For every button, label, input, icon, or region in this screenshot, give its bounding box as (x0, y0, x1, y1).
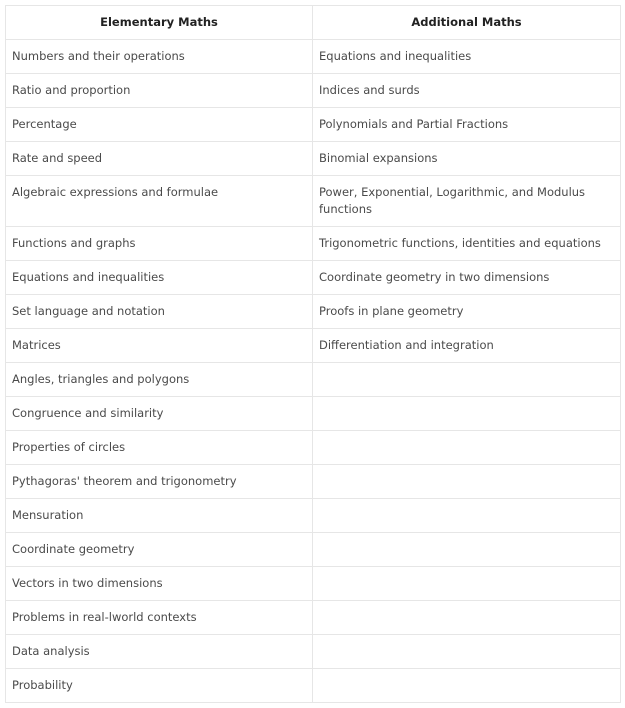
table-row (6, 40, 621, 74)
table-row (6, 601, 621, 635)
table-row (6, 142, 621, 176)
table-row (6, 261, 621, 295)
elementary-maths-cell: Matrices (6, 329, 313, 363)
elementary-maths-cell: Angles, triangles and polygons (6, 363, 313, 397)
elementary-maths-cell: Pythagoras' theorem and trigonometry (6, 465, 313, 499)
additional-maths-cell (313, 431, 621, 465)
table-row (6, 227, 621, 261)
elementary-maths-cell: Probability (6, 669, 313, 703)
additional-maths-cell: Trigonometric functions, identities and equations (313, 227, 621, 261)
table-body (6, 40, 621, 703)
table-row (6, 397, 621, 431)
elementary-maths-cell: Vectors in two dimensions (6, 567, 313, 601)
table-row (6, 108, 621, 142)
elementary-maths-cell: Algebraic expressions and formulae (6, 176, 313, 227)
additional-maths-cell: Proofs in plane geometry (313, 295, 621, 329)
additional-maths-cell: Polynomials and Partial Fractions (313, 108, 621, 142)
elementary-maths-cell: Rate and speed (6, 142, 313, 176)
additional-maths-cell (313, 499, 621, 533)
elementary-maths-cell: Percentage (6, 108, 313, 142)
additional-maths-cell: Binomial expansions (313, 142, 621, 176)
elementary-maths-cell: Functions and graphs (6, 227, 313, 261)
elementary-maths-cell: Equations and inequalities (6, 261, 313, 295)
syllabus-table (5, 5, 621, 703)
additional-maths-cell (313, 533, 621, 567)
elementary-maths-cell: Problems in real-lworld contexts (6, 601, 313, 635)
table-row (6, 74, 621, 108)
table-header-row (6, 6, 621, 40)
elementary-maths-cell: Data analysis (6, 635, 313, 669)
elementary-maths-cell: Coordinate geometry (6, 533, 313, 567)
table-row (6, 176, 621, 227)
additional-maths-cell (313, 397, 621, 431)
table-row (6, 465, 621, 499)
column-header-additional-maths: Additional Maths (313, 6, 621, 40)
table-row (6, 499, 621, 533)
additional-maths-cell (313, 465, 621, 499)
additional-maths-cell: Power, Exponential, Logarithmic, and Modulus functions (313, 176, 621, 227)
elementary-maths-cell: Properties of circles (6, 431, 313, 465)
table-row (6, 431, 621, 465)
elementary-maths-cell: Numbers and their operations (6, 40, 313, 74)
additional-maths-cell (313, 635, 621, 669)
additional-maths-cell (313, 567, 621, 601)
table-row (6, 669, 621, 703)
additional-maths-cell: Coordinate geometry in two dimensions (313, 261, 621, 295)
additional-maths-cell: Differentiation and integration (313, 329, 621, 363)
table-row (6, 635, 621, 669)
additional-maths-cell (313, 363, 621, 397)
additional-maths-cell: Indices and surds (313, 74, 621, 108)
elementary-maths-cell: Set language and notation (6, 295, 313, 329)
additional-maths-cell: Equations and inequalities (313, 40, 621, 74)
elementary-maths-cell: Mensuration (6, 499, 313, 533)
table-row (6, 329, 621, 363)
syllabus-table-container (5, 5, 620, 703)
column-header-elementary-maths: Elementary Maths (6, 6, 313, 40)
elementary-maths-cell: Ratio and proportion (6, 74, 313, 108)
table-row (6, 567, 621, 601)
additional-maths-cell (313, 601, 621, 635)
table-row (6, 295, 621, 329)
table-row (6, 533, 621, 567)
table-row (6, 363, 621, 397)
elementary-maths-cell: Congruence and similarity (6, 397, 313, 431)
additional-maths-cell (313, 669, 621, 703)
